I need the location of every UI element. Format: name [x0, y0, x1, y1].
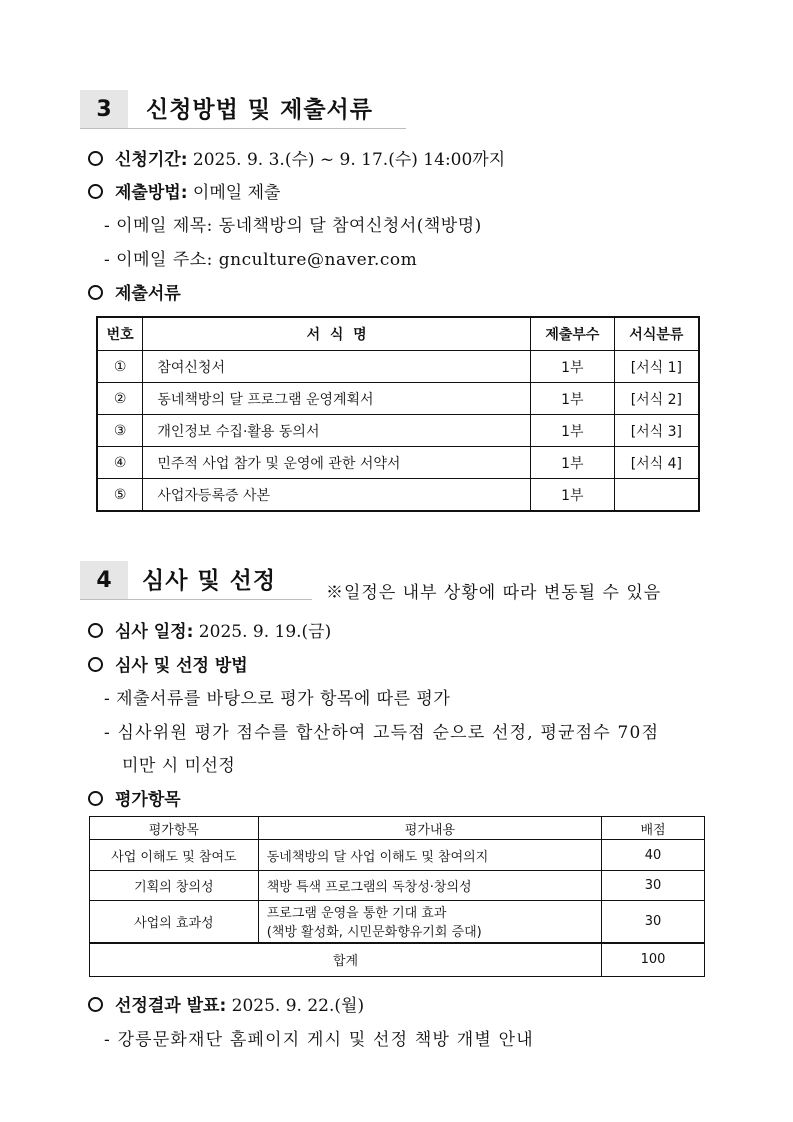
section-4-underline	[80, 599, 312, 600]
table-header-row	[97, 317, 699, 351]
result-announcement: 선정결과 발표: 2025. 9. 22.(월)	[88, 991, 364, 1016]
schedule-note: ※일정은 내부 상황에 따라 변동될 수 있음	[326, 583, 662, 603]
eval-heading: 평가항목	[88, 785, 181, 810]
section-3-title: 신청방법 및 제출서류	[146, 97, 373, 123]
col-copies: 제출부수	[531, 317, 615, 351]
table-row: 기획의 창의성 책방 특색 프로그램의 독창성·창의성 30	[90, 871, 705, 901]
docs-heading: 제출서류	[88, 279, 181, 304]
col-number: 번호	[97, 317, 143, 351]
section-4-title: 심사 및 선정	[142, 568, 277, 594]
section-3-number: 3	[80, 90, 128, 128]
email-subject: - 이메일 제목: 동네책방의 달 참여신청서(책방명)	[104, 216, 482, 236]
apply-period: 신청기간: 2025. 9. 3.(수) ~ 9. 17.(수) 14:00까지	[88, 145, 505, 170]
total-score: 100	[602, 943, 705, 977]
submit-method: 제출방법: 이메일 제출	[88, 178, 280, 203]
selection-method: 심사 및 선정 방법	[88, 651, 248, 676]
table-header-row	[90, 817, 705, 840]
section-3-underline	[80, 128, 406, 129]
method-item-2: - 심사위원 평가 점수를 합산하여 고득점 순으로 선정, 평균점수 70점	[104, 723, 660, 743]
col-eval-score: 배점	[602, 817, 705, 840]
email-address: - 이메일 주소: gnculture@naver.com	[104, 250, 418, 270]
table-row: 사업의 효과성 프로그램 운영을 통한 기대 효과 (책방 활성화, 시민문화향유기회 증대) 30	[90, 901, 705, 943]
circle-bullet-icon	[88, 791, 103, 806]
circle-bullet-icon	[88, 285, 103, 300]
col-form-type: 서식분류	[614, 317, 699, 351]
submission-docs-table	[96, 316, 700, 512]
table-row: ① 참여신청서 1부 [서식 1]	[97, 351, 699, 383]
circle-bullet-icon	[88, 657, 103, 672]
table-row: ② 동네책방의 달 프로그램 운영계획서 1부 [서식 2]	[97, 383, 699, 415]
table-row: ④ 민주적 사업 참가 및 운영에 관한 서약서 1부 [서식 4]	[97, 447, 699, 479]
section-4-number: 4	[80, 561, 128, 599]
col-eval-item: 평가항목	[90, 817, 259, 840]
table-row: 사업 이해도 및 참여도 동네책방의 달 사업 이해도 및 참여의지 40	[90, 840, 705, 871]
section-4-heading	[80, 561, 276, 599]
circle-bullet-icon	[88, 151, 103, 166]
method-item-1: - 제출서류를 바탕으로 평가 항목에 따른 평가	[104, 689, 451, 709]
total-row	[90, 943, 705, 977]
col-eval-content: 평가내용	[258, 817, 601, 840]
method-item-2-cont: 미만 시 미선정	[122, 756, 236, 776]
circle-bullet-icon	[88, 997, 103, 1012]
review-schedule: 심사 일정: 2025. 9. 19.(금)	[88, 617, 331, 642]
circle-bullet-icon	[88, 623, 103, 638]
circle-bullet-icon	[88, 184, 103, 199]
eval-content-cell: 프로그램 운영을 통한 기대 효과 (책방 활성화, 시민문화향유기회 증대)	[258, 901, 601, 943]
result-note: - 강릉문화재단 홈페이지 게시 및 선정 책방 개별 안내	[104, 1030, 534, 1050]
total-label: 합계	[90, 943, 602, 977]
table-row: ③ 개인정보 수집·활용 동의서 1부 [서식 3]	[97, 415, 699, 447]
evaluation-table	[89, 816, 705, 977]
table-row: ⑤ 사업자등록증 사본 1부	[97, 479, 699, 512]
section-3-heading	[80, 90, 373, 128]
col-form-name: 서 식 명	[143, 317, 531, 351]
